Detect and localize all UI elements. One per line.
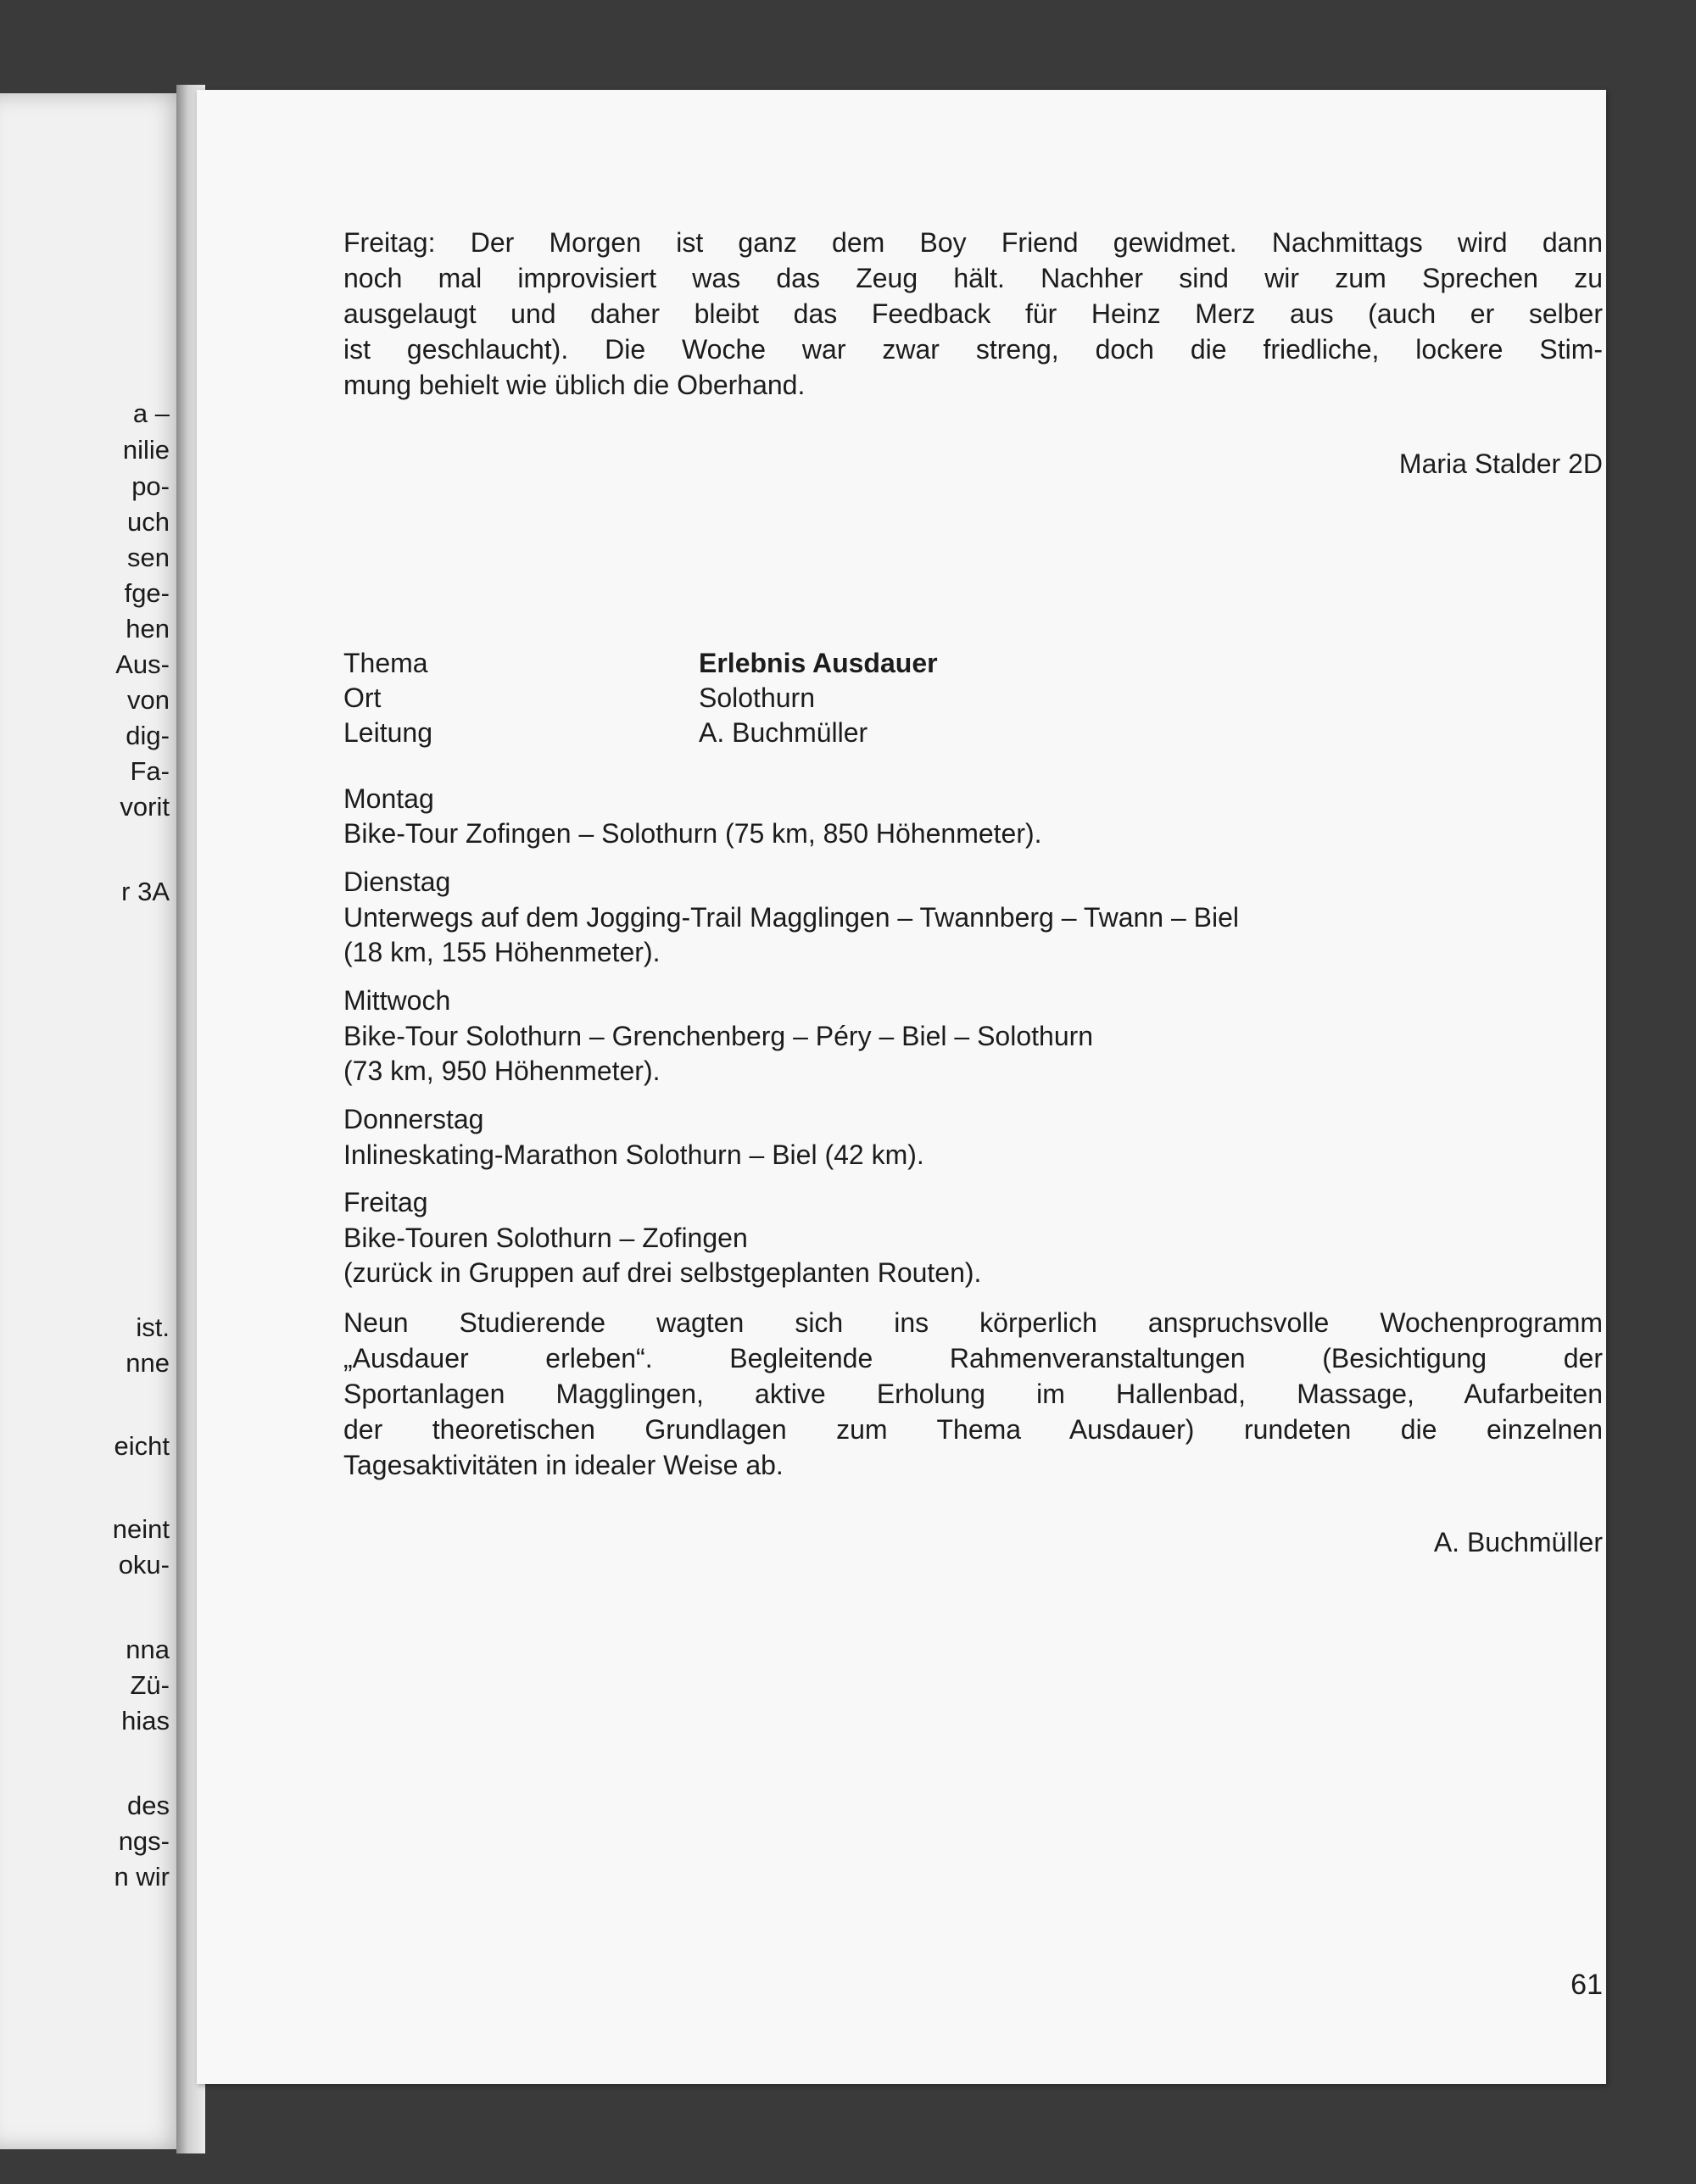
summary-line: „Ausdauer erleben“. Begleitende Rahmenveranstaltungen (Besichtigung der (343, 1343, 1603, 1373)
left-page-fragment: neint (112, 1514, 170, 1544)
right-page (197, 90, 1606, 2084)
left-page-fragment: fge- (124, 578, 170, 608)
left-page-fragment: r 3A (121, 877, 170, 906)
schedule-day: Dienstag (343, 866, 451, 897)
left-page-fragment: nna (126, 1635, 170, 1664)
summary-line: Sportanlagen Magglingen, aktive Erholung im Hallenbad, Massage, Aufarbeiten (343, 1379, 1603, 1409)
schedule-line: Bike-Tour Solothurn – Grenchenberg – Péry – Biel – Solothurn (343, 1021, 1094, 1051)
leitung-value: A. Buchmüller (699, 717, 868, 748)
left-page-fragment: hen (126, 614, 170, 644)
left-page-fragment: Aus- (115, 649, 170, 679)
left-page-fragment: vorit (120, 792, 170, 822)
left-page-fragment: eicht (114, 1431, 170, 1461)
schedule-line: (zurück in Gruppen auf drei selbstgeplanten Routen). (343, 1257, 982, 1288)
left-page-fragment: nilie (122, 435, 170, 465)
left-page-edge (0, 93, 188, 2149)
schedule-day: Montag (343, 783, 434, 814)
left-page-fragment: ist. (136, 1312, 170, 1342)
left-page-fragment: sen (127, 543, 170, 572)
summary-line: Neun Studierende wagten sich ins körperlich anspruchsvolle Wochenprogramm (343, 1307, 1603, 1338)
report-line: mung behielt wie üblich die Oberhand. (343, 370, 806, 400)
left-page-fragment: oku- (118, 1550, 170, 1580)
left-page-fragment: a – (132, 398, 170, 428)
schedule-line: Bike-Tour Zofingen – Solothurn (75 km, 850 Höhenmeter). (343, 818, 1042, 849)
schedule-line: Bike-Touren Solothurn – Zofingen (343, 1223, 748, 1253)
left-page-fragment: nne (126, 1348, 170, 1378)
report-author: Maria Stalder 2D (1398, 448, 1603, 479)
report-line: noch mal improvisiert was das Zeug hält. Nachher sind wir zum Sprechen zu (343, 263, 1603, 293)
left-page-fragment: uch (127, 507, 170, 537)
report-line: Freitag: Der Morgen ist ganz dem Boy Friend gewidmet. Nachmittags wird dann (343, 227, 1603, 258)
schedule-day: Donnerstag (343, 1104, 484, 1134)
thema-label: Thema (343, 648, 428, 678)
ort-label: Ort (343, 682, 382, 713)
left-page-fragment: hias (121, 1706, 170, 1736)
report-line: ist geschlaucht). Die Woche war zwar streng, doch die friedliche, lockere Stim- (343, 334, 1603, 365)
thema-value: Erlebnis Ausdauer (699, 648, 938, 678)
summary-line: der theoretischen Grundlagen zum Thema Ausdauer) rundeten die einzelnen (343, 1414, 1603, 1445)
page-number: 61 (1570, 1969, 1603, 2001)
left-page-fragment: des (127, 1791, 170, 1820)
schedule-line: (73 km, 950 Höhenmeter). (343, 1056, 661, 1086)
ort-value: Solothurn (699, 682, 815, 713)
report-line: ausgelaugt und daher bleibt das Feedback für Heinz Merz aus (auch er selber (343, 298, 1603, 329)
left-page-fragment: Zü- (130, 1670, 170, 1700)
leitung-label: Leitung (343, 717, 432, 748)
left-page-fragment: po- (131, 471, 170, 501)
left-page-fragment: n wir (114, 1862, 170, 1892)
left-page-fragment: von (127, 685, 170, 715)
schedule-day: Freitag (343, 1187, 428, 1217)
left-page-fragment: Fa- (130, 756, 170, 786)
left-page-fragment: ngs- (118, 1826, 170, 1856)
summary-line: Tagesaktivitäten in idealer Weise ab. (343, 1450, 784, 1480)
schedule-line: Unterwegs auf dem Jogging-Trail Magglingen – Twannberg – Twann – Biel (343, 902, 1240, 933)
schedule-line: Inlineskating-Marathon Solothurn – Biel (42 km). (343, 1139, 924, 1170)
schedule-line: (18 km, 155 Höhenmeter). (343, 937, 661, 967)
summary-author: A. Buchmüller (1433, 1527, 1603, 1557)
left-page-fragment: dig- (126, 721, 170, 750)
schedule-day: Mittwoch (343, 985, 451, 1016)
